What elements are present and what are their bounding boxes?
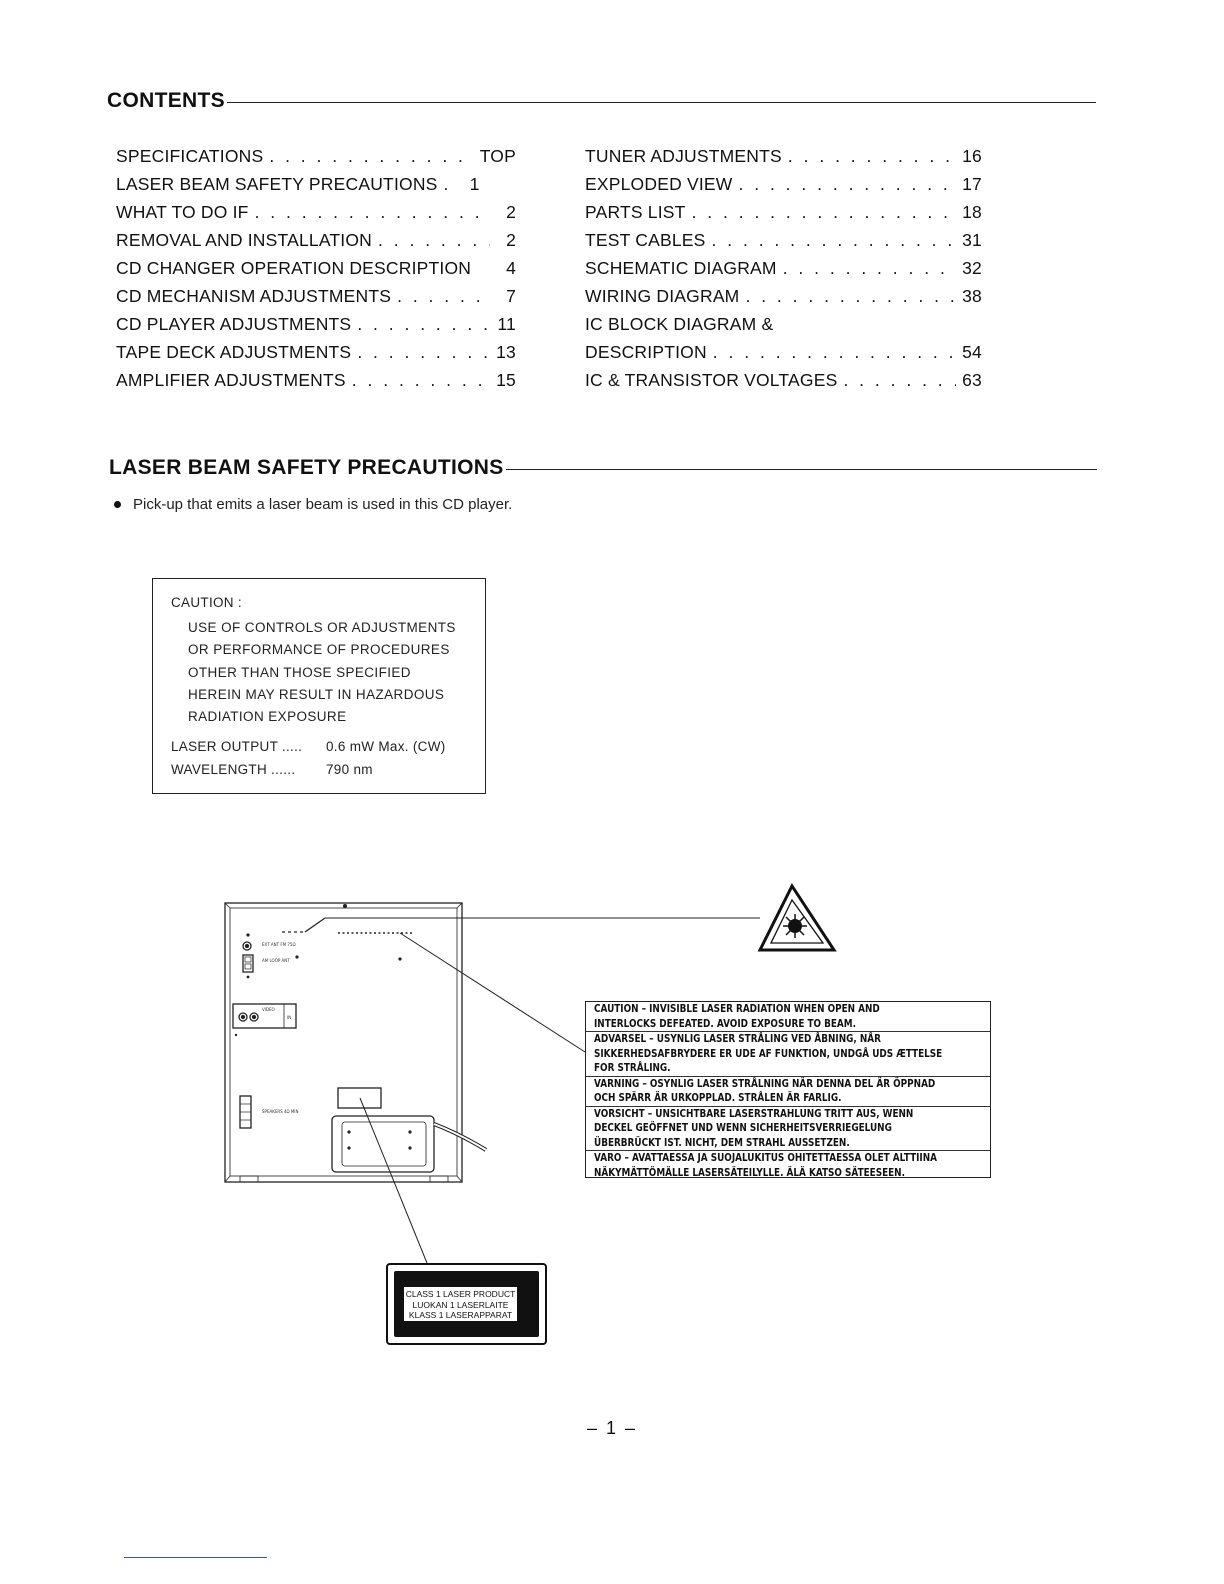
- warning-language-block: [586, 1107, 990, 1152]
- toc-page-number: 1: [469, 174, 480, 194]
- bullet-dot-icon: [114, 501, 121, 508]
- toc-entry: [585, 286, 982, 314]
- toc-entry: [585, 174, 982, 202]
- toc-page-number: 7: [506, 286, 516, 306]
- toc-title: CD MECHANISM ADJUSTMENTS: [116, 286, 392, 306]
- warning-line: VORSICHT – UNSICHTBARE LASERSTRAHLUNG TRITT AUS, WENN: [594, 1107, 914, 1120]
- warning-line: SIKKERHEDSAFBRYDERE ER UDE AF FUNKTION, UNDGÅ UDS ÆTTELSE: [594, 1047, 943, 1060]
- toc-title: LASER BEAM SAFETY PRECAUTIONS: [116, 174, 438, 194]
- bullet-item: [114, 496, 512, 513]
- toc-entry: [585, 230, 982, 258]
- toc-page-number: 38: [962, 286, 982, 306]
- toc-title: DESCRIPTION: [585, 342, 707, 362]
- page-number: – 1 –: [586, 1418, 638, 1438]
- wavelength-label: WAVELENGTH ......: [171, 762, 296, 777]
- toc-title: AMPLIFIER ADJUSTMENTS: [116, 370, 346, 390]
- class1-label-line: LUOKAN 1 LASERLAITE: [412, 1299, 509, 1310]
- warning-language-block: [586, 1032, 990, 1077]
- toc-title: TAPE DECK ADJUSTMENTS: [116, 342, 352, 362]
- speakers-label: SPEAKERS 4Ω MIN: [262, 1109, 299, 1114]
- toc-leader-dots: [712, 230, 956, 251]
- toc-page-number: TOP: [479, 146, 516, 166]
- toc-title: IC & TRANSISTOR VOLTAGES: [585, 370, 838, 390]
- ext-ant-label: EXT ANT FM 75Ω: [262, 942, 296, 947]
- toc-entry: [116, 146, 516, 174]
- toc-page-number: 13: [496, 342, 516, 362]
- toc-entry: [585, 202, 982, 230]
- contents-heading-rule: [227, 102, 1096, 103]
- toc-leader-dots: [788, 146, 956, 167]
- laser-warning-label: [585, 1001, 991, 1178]
- toc-entry: [116, 342, 516, 370]
- toc-leader-dots: [357, 314, 490, 335]
- am-loop-label: AM LOOP ANT: [262, 958, 290, 963]
- caution-box: [152, 578, 486, 794]
- toc-entry: [585, 370, 982, 398]
- toc-page-number: 17: [962, 174, 982, 194]
- toc-leader-dots: [378, 230, 490, 251]
- toc-title: CD CHANGER OPERATION DESCRIPTION: [116, 258, 472, 278]
- warning-line: INTERLOCKS DEFEATED. AVOID EXPOSURE TO BEAM.: [594, 1017, 856, 1030]
- toc-title: SPECIFICATIONS: [116, 146, 264, 166]
- caution-title: CAUTION :: [171, 595, 242, 610]
- class1-laser-label: [386, 1263, 547, 1345]
- toc-page-number: 15: [496, 370, 516, 390]
- toc-page-number: 54: [962, 342, 982, 362]
- toc-page-number: 2: [506, 230, 516, 250]
- warning-line: ÜBERBRÜCKT IST. NICHT, DEM STRAHL AUSSETZEN.: [594, 1136, 850, 1149]
- laser-hazard-icon: [760, 886, 834, 950]
- caution-line: OR PERFORMANCE OF PROCEDURES: [188, 642, 450, 658]
- contents-heading: CONTENTS: [107, 89, 225, 112]
- toc-leader-dots: [352, 370, 490, 391]
- toc-page-number: 31: [962, 230, 982, 250]
- wavelength-value: 790 nm: [326, 762, 373, 777]
- laser-output-row: [171, 739, 446, 754]
- warning-language-block: [586, 1151, 990, 1180]
- toc-leader-dots: [269, 146, 473, 167]
- warning-line: ADVARSEL – USYNLIG LASER STRÅLING VED ÅBNING, NÅR: [594, 1033, 881, 1045]
- caution-line: OTHER THAN THOSE SPECIFIED: [188, 664, 411, 680]
- toc-entry: [585, 146, 982, 174]
- toc-leader-dots: [255, 202, 490, 223]
- warning-language-block: [586, 1002, 990, 1032]
- toc-title: PARTS LIST: [585, 202, 686, 222]
- toc-entry: [116, 370, 516, 398]
- toc-page-number: 2: [506, 202, 516, 222]
- laser-heading: LASER BEAM SAFETY PRECAUTIONS: [109, 456, 504, 479]
- warning-line: VARNING – OSYNLIG LASER STRÅLNING NÄR DENNA DEL ÄR ÖPPNAD: [594, 1077, 936, 1090]
- toc-leader-dots: [397, 286, 490, 307]
- toc-title: TUNER ADJUSTMENTS: [585, 146, 782, 166]
- contents-heading-row: [107, 89, 1096, 113]
- caution-line: RADIATION EXPOSURE: [188, 709, 347, 725]
- toc-page-number: 18: [962, 202, 982, 222]
- chassis-outline: [225, 903, 462, 1182]
- toc-entry: [585, 258, 982, 286]
- toc-entry: [585, 314, 982, 342]
- toc-leader-dots: [739, 174, 957, 195]
- laser-output-label: LASER OUTPUT .....: [171, 739, 303, 754]
- video-label: VIDEO: [262, 1007, 275, 1012]
- toc-leader-dots: [692, 202, 956, 223]
- warning-line: DECKEL GEÖFFNET UND WENN SICHERHEITSVERRIEGELUNG: [594, 1122, 892, 1134]
- warning-line: FOR STRÅLING.: [594, 1062, 671, 1074]
- in-label: IN: [287, 1015, 292, 1020]
- toc-leader-dots: [444, 174, 454, 195]
- bullet-text: Pick-up that emits a laser beam is used in this CD player.: [133, 496, 513, 513]
- warning-line: CAUTION – INVISIBLE LASER RADIATION WHEN OPEN AND: [594, 1003, 880, 1015]
- warning-line: NÄKYMÄTTÖMÄLLE LASERSÄTEILYLLE. ÄLÄ KATSO SÄTEESEEN.: [594, 1166, 905, 1179]
- toc-title: WHAT TO DO IF: [116, 202, 249, 222]
- class1-label-line: KLASS 1 LASERAPPARAT: [408, 1310, 513, 1320]
- toc-leader-dots: [843, 370, 956, 391]
- toc-entry: [116, 174, 516, 202]
- toc-entry: [116, 258, 516, 286]
- wavelength-row: [171, 762, 373, 777]
- class1-label-line: CLASS 1 LASER PRODUCT: [405, 1289, 516, 1299]
- caution-lines: [188, 617, 456, 728]
- toc-title: SCHEMATIC DIAGRAM: [585, 258, 777, 278]
- warning-line: VARO – AVATTAESSA JA SUOJALUKITUS OHITETTAESSA OLET ALTTIINA: [594, 1152, 937, 1164]
- toc-leader-dots: [357, 342, 490, 363]
- toc-entry: [116, 314, 516, 342]
- toc-title: WIRING DIAGRAM: [585, 286, 740, 306]
- toc-entry: [116, 286, 516, 314]
- toc-leader-dots: [713, 342, 956, 363]
- class1-label-text: [404, 1287, 517, 1321]
- toc-left-column: [116, 146, 516, 398]
- caution-line: HEREIN MAY RESULT IN HAZARDOUS: [188, 686, 445, 702]
- toc-title: TEST CABLES: [585, 230, 706, 250]
- toc-entry: [585, 342, 982, 370]
- toc-leader-dots: [783, 258, 956, 279]
- laser-heading-row: [109, 456, 1097, 480]
- toc-title: EXPLODED VIEW: [585, 174, 733, 194]
- toc-page-number: 32: [962, 258, 982, 278]
- bottom-rule: [124, 1557, 267, 1558]
- toc-page-number: 11: [497, 314, 516, 334]
- warning-line: OCH SPÄRR ÄR URKOPPLAD. STRÅLEN ÄR FARLIG.: [594, 1092, 842, 1104]
- toc-entry: [116, 202, 516, 230]
- toc-leader-dots: [745, 286, 956, 307]
- toc-title: REMOVAL AND INSTALLATION: [116, 230, 373, 250]
- warning-language-block: [586, 1077, 990, 1107]
- toc-entry: [116, 230, 516, 258]
- toc-page-number: 63: [962, 370, 982, 390]
- laser-output-value: 0.6 mW Max. (CW): [326, 739, 446, 754]
- laser-heading-rule: [506, 469, 1097, 470]
- toc-page-number: 4: [506, 258, 516, 278]
- toc-right-column: [585, 146, 982, 398]
- toc-title: IC BLOCK DIAGRAM &: [585, 314, 774, 334]
- toc-title: CD PLAYER ADJUSTMENTS: [116, 314, 352, 334]
- toc-page-number: 16: [962, 146, 982, 166]
- caution-line: USE OF CONTROLS OR ADJUSTMENTS: [188, 620, 456, 635]
